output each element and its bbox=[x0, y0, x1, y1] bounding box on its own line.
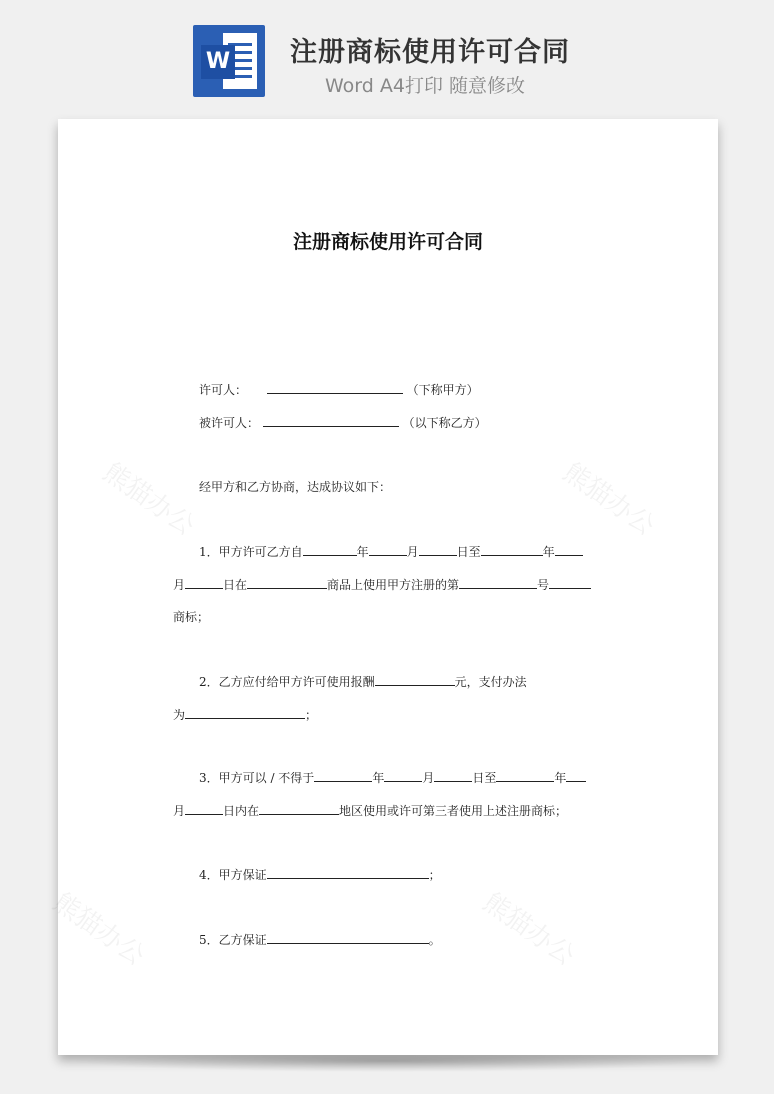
word-letter-badge: W bbox=[201, 45, 235, 79]
clause-3-region-blank[interactable] bbox=[259, 802, 339, 815]
clause-2-for-label: 为 bbox=[173, 708, 186, 722]
clause-1-month-label: 月 bbox=[406, 545, 419, 559]
clause-2-method-blank[interactable] bbox=[185, 706, 305, 719]
clause-3-day-to-label: 日至 bbox=[472, 771, 497, 785]
clause-3-region-label: 地区使用或许可第三者使用上述注册商标； bbox=[339, 804, 568, 818]
clause-3-start-year-blank[interactable] bbox=[314, 769, 372, 782]
clause-1-end-year-label: 年 bbox=[542, 545, 555, 559]
clause-3-start-month-blank[interactable] bbox=[384, 769, 422, 782]
clause-1-end-month-blank[interactable] bbox=[555, 543, 583, 556]
clause-3-year-label: 年 bbox=[372, 771, 385, 785]
clause-3-month-label: 月 bbox=[422, 771, 435, 785]
licensee-note: （以下称乙方） bbox=[402, 416, 487, 430]
header-title: 注册商标使用许可合同 bbox=[290, 37, 570, 68]
clause-3-month-label-2: 月 bbox=[173, 804, 186, 818]
clause-1-start-year-blank[interactable] bbox=[303, 543, 357, 556]
clause-1-day-to-label: 日至 bbox=[456, 545, 481, 559]
clause-1-year-label: 年 bbox=[356, 545, 369, 559]
clause-1-end-year-blank[interactable] bbox=[481, 543, 543, 556]
watermark: 熊猫办公 bbox=[557, 457, 660, 542]
clause-4-guarantee-blank[interactable] bbox=[267, 866, 429, 879]
clause-4-text: 4．甲方保证 bbox=[199, 868, 267, 882]
licensor-line bbox=[199, 381, 479, 398]
clause-1-goods-blank[interactable] bbox=[247, 576, 327, 589]
licensor-blank[interactable] bbox=[267, 381, 403, 394]
clause-3-line-1 bbox=[199, 769, 586, 786]
word-document-icon bbox=[193, 25, 265, 97]
clause-5-end-punct: 。 bbox=[428, 933, 441, 947]
clause-4-line bbox=[199, 866, 441, 883]
clause-2-end-punct: ； bbox=[305, 708, 318, 722]
document-page bbox=[47, 119, 718, 1055]
clause-1-goods-label: 商品上使用甲方注册的第 bbox=[327, 578, 460, 592]
clause-1-line-2 bbox=[173, 576, 591, 593]
clause-1-day-at-label: 日在 bbox=[223, 578, 248, 592]
clause-5-text: 5．乙方保证 bbox=[199, 933, 267, 947]
clause-2-line-2 bbox=[173, 706, 317, 723]
clause-4-end-punct: ； bbox=[428, 868, 441, 882]
clause-1-line-3: 商标； bbox=[173, 610, 210, 624]
clause-2-amount-blank[interactable] bbox=[375, 673, 455, 686]
clause-3-end-year-blank[interactable] bbox=[496, 769, 554, 782]
clause-3-day-in-label: 日内在 bbox=[223, 804, 260, 818]
clause-5-line bbox=[199, 931, 441, 948]
clause-5-guarantee-blank[interactable] bbox=[267, 931, 429, 944]
clause-3-line-2 bbox=[173, 802, 567, 819]
clause-3-text: 3．甲方可以 / 不得于 bbox=[199, 771, 315, 785]
clause-1-number-label: 号 bbox=[537, 578, 550, 592]
licensee-line bbox=[199, 414, 487, 431]
header-subtitle: Word A4打印 随意修改 bbox=[325, 75, 526, 97]
clause-1-month-label-2: 月 bbox=[173, 578, 186, 592]
intro-text: 经甲方和乙方协商，达成协议如下： bbox=[199, 480, 392, 494]
licensee-label: 被许可人： bbox=[199, 416, 260, 430]
clause-1-line-1 bbox=[199, 543, 583, 560]
clause-3-start-day-blank[interactable] bbox=[434, 769, 472, 782]
clause-1-start-day-blank[interactable] bbox=[419, 543, 457, 556]
licensor-label: 许可人： bbox=[199, 383, 248, 397]
clause-1-start-month-blank[interactable] bbox=[369, 543, 407, 556]
document-title: 注册商标使用许可合同 bbox=[292, 231, 483, 253]
clause-1-number-blank[interactable] bbox=[459, 576, 537, 589]
clause-3-end-year-label: 年 bbox=[554, 771, 567, 785]
clause-2-line-1 bbox=[199, 673, 527, 690]
clause-1-end-day-blank[interactable] bbox=[185, 576, 223, 589]
header bbox=[0, 0, 774, 110]
licensor-note: （下称甲方） bbox=[406, 383, 479, 397]
clause-1-text: 1．甲方许可乙方自 bbox=[199, 545, 303, 559]
licensee-blank[interactable] bbox=[263, 414, 399, 427]
clause-2-payment-label: 元，支付办法 bbox=[454, 675, 527, 689]
watermark: 熊猫办公 bbox=[477, 887, 580, 972]
clause-3-end-day-blank[interactable] bbox=[185, 802, 223, 815]
clause-2-text: 2．乙方应付给甲方许可使用报酬 bbox=[199, 675, 375, 689]
watermark: 熊猫办公 bbox=[97, 457, 200, 542]
clause-1-extra-blank[interactable] bbox=[549, 576, 591, 589]
clause-3-end-month-blank[interactable] bbox=[566, 769, 586, 782]
watermark: 熊猫办公 bbox=[47, 887, 150, 972]
